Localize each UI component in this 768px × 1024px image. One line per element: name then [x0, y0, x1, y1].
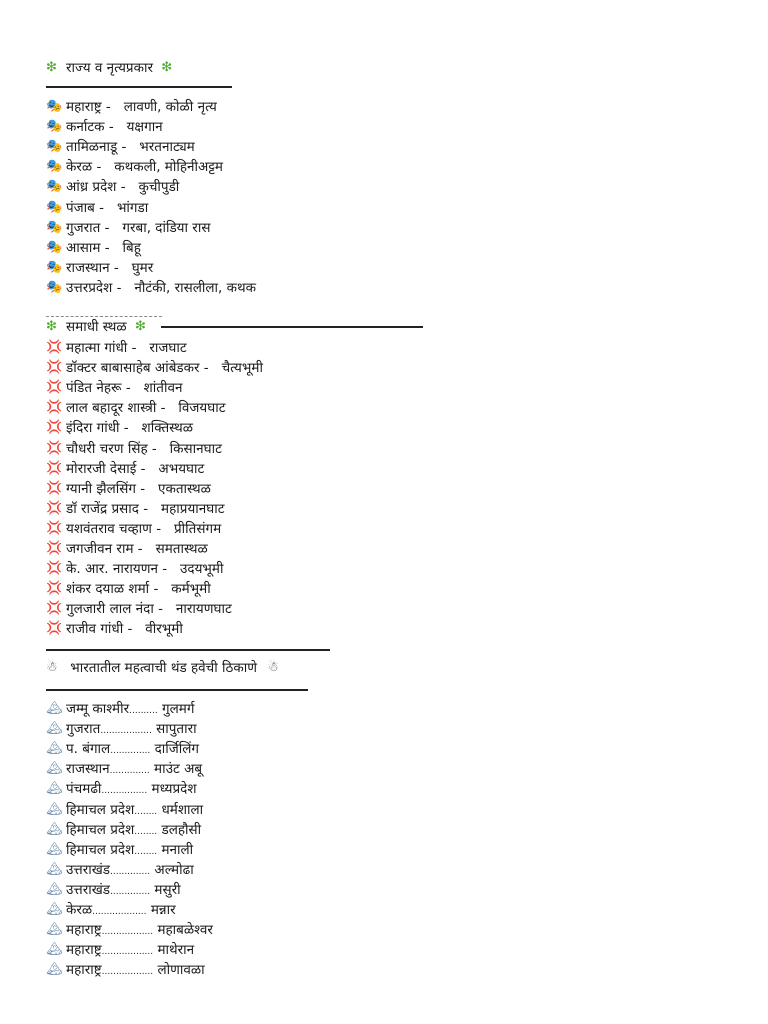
hill-station-item [46, 960, 205, 980]
separator: - [156, 400, 179, 417]
state-name: राजस्थान [66, 259, 110, 276]
hill-station-name: माथेरान [157, 942, 195, 959]
separator: - [112, 279, 135, 296]
dance-list-item [46, 117, 163, 137]
samadhi-list-item [46, 579, 211, 599]
samadhi-list-item [46, 338, 187, 358]
dance-list-item [46, 278, 256, 298]
hill-station-item [46, 800, 203, 820]
samadhi-place: विजयघाट [178, 400, 226, 417]
separator: - [199, 360, 222, 377]
anger-symbol-icon: 💢 [46, 581, 63, 597]
dot-leader: ........ [134, 846, 158, 857]
hill-station-item [46, 880, 181, 900]
snow-mountain-icon: 🏔 [46, 841, 63, 857]
dot-leader: .................. [101, 947, 154, 958]
snow-mountain-icon: 🏔 [46, 761, 63, 777]
dance-list-item [46, 218, 210, 238]
dot-leader: .......... [129, 706, 158, 716]
snow-mountain-icon: 🏔 [46, 861, 63, 877]
section2-title: समाधी स्थळ [66, 319, 127, 335]
state-name: महाराष्ट्र [66, 922, 102, 939]
leader-name: के. आर. नारायणन [66, 561, 158, 578]
samadhi-place: शक्तिस्थळ [141, 420, 194, 437]
samadhi-list-item [46, 378, 182, 398]
hill-station-item [46, 699, 194, 719]
dance-form: भांगडा [116, 199, 149, 216]
samadhi-place: राजघाट [149, 340, 187, 356]
anger-symbol-icon: 💢 [46, 561, 63, 577]
anger-symbol-icon: 💢 [46, 520, 63, 536]
leader-name: राजीव गांधी [66, 621, 124, 638]
hill-station-item [46, 820, 201, 840]
dot-leader: ................ [101, 786, 148, 797]
dance-form: गरबा, दांडिया रास [122, 219, 211, 236]
separator: - [119, 420, 142, 437]
separator: - [117, 139, 140, 156]
section2-rule [161, 326, 423, 328]
snowman-icon: ☃ [46, 660, 58, 675]
separator: - [94, 199, 117, 216]
leader-name: पंडित नेहरू [66, 380, 122, 397]
samadhi-list-item [46, 619, 183, 639]
state-name: गुजरात [66, 219, 101, 236]
section2-heading [46, 317, 423, 337]
hill-station-name: दार्जिलिंग [154, 741, 200, 758]
hill-station-name: सापुतारा [156, 721, 197, 738]
section1-title: राज्य व नृत्यप्रकार [66, 60, 153, 76]
dance-form: बिहू [122, 239, 141, 256]
dance-list-item [46, 258, 153, 278]
state-name: गुजरात [66, 721, 101, 738]
state-name: उत्तराखंड [66, 881, 111, 898]
samadhi-list-item [46, 418, 193, 438]
leader-name: यशवंतराव चव्हाण [66, 520, 152, 537]
samadhi-list-item [46, 519, 221, 539]
dot-leader: .................. [101, 927, 154, 938]
leader-name: शंकर दयाळ शर्मा [66, 581, 150, 598]
snow-mountain-icon: 🏔 [46, 781, 63, 797]
state-name: हिमाचल प्रदेश [66, 821, 135, 838]
dance-list-item [46, 97, 217, 117]
dance-form: कुचीपुडी [138, 179, 180, 196]
dance-list-item [46, 137, 195, 157]
anger-symbol-icon: 💢 [46, 500, 63, 516]
samadhi-list-item [46, 358, 263, 378]
hill-station-name: गुलमर्ग [162, 701, 195, 717]
samadhi-list-item [46, 439, 222, 459]
leader-name: डॉ राजेंद्र प्रसाद [66, 500, 139, 517]
anger-symbol-icon: 💢 [46, 340, 63, 355]
leader-name: ग्यानी झैलसिंग [66, 480, 136, 497]
hill-station-name: लोणावळा [157, 962, 205, 979]
snow-mountain-icon: 🏔 [46, 801, 63, 817]
dot-leader: ................... [92, 907, 147, 917]
leader-name: चौधरी चरण सिंह [66, 440, 148, 457]
hill-station-name: अल्मोढा [154, 861, 194, 878]
theater-masks-icon: 🎭 [46, 259, 63, 275]
samadhi-list-item [46, 398, 226, 418]
dot-leader: .............. [110, 866, 151, 877]
separator: - [153, 601, 176, 618]
dot-leader: ........ [134, 826, 158, 837]
separator: - [147, 440, 170, 457]
snow-mountain-icon: 🏔 [46, 741, 63, 757]
separator: - [123, 621, 146, 638]
leader-name: महात्मा गांधी [66, 340, 128, 356]
dot-leader: .............. [110, 886, 151, 897]
samadhi-list-item [46, 599, 232, 619]
separator: - [149, 581, 172, 598]
separator: - [138, 500, 162, 517]
anger-symbol-icon: 💢 [46, 380, 63, 396]
state-name: महाराष्ट्र [66, 962, 102, 979]
dance-list-item [46, 157, 223, 177]
hill-station-item [46, 860, 194, 880]
sparkle-icon: ❇ [161, 60, 173, 75]
hill-station-name: माउंट अबू [154, 761, 203, 778]
snow-mountain-icon: 🏔 [46, 902, 63, 917]
hill-station-item [46, 840, 193, 860]
samadhi-list-item [46, 559, 223, 579]
separator: - [136, 460, 159, 477]
hill-station-name: मन्नार [150, 902, 176, 918]
state-name: हिमाचल प्रदेश [66, 841, 135, 858]
state-name: प. बंगाल [66, 741, 111, 758]
leader-name: डॉक्टर बाबासाहेब आंबेडकर [66, 360, 200, 377]
samadhi-list-item [46, 479, 211, 499]
anger-symbol-icon: 💢 [46, 601, 63, 617]
samadhi-place: महाप्रयानघाट [161, 500, 225, 517]
anger-symbol-icon: 💢 [46, 541, 63, 556]
snow-mountain-icon: 🏔 [46, 721, 63, 737]
state-name: आंध्र प्रदेश [66, 179, 117, 196]
theater-masks-icon: 🎭 [46, 139, 63, 155]
sparkle-icon: ❇ [46, 319, 57, 334]
leader-name: इंदिरा गांधी [66, 420, 120, 437]
state-name: महाराष्ट्र [66, 99, 102, 115]
theater-masks-icon: 🎭 [46, 179, 63, 195]
state-name: पंचमढी [66, 781, 102, 798]
theater-masks-icon: 🎭 [46, 239, 63, 255]
dance-form: कथकली, मोहिनीअट्टम [114, 159, 224, 176]
theater-masks-icon: 🎭 [46, 159, 63, 175]
leader-name: जगजीवन राम [66, 541, 134, 557]
section3-title: भारतातील महत्वाची थंड हवेची ठिकाणे [70, 660, 257, 676]
snow-mountain-icon: 🏔 [46, 821, 63, 837]
theater-masks-icon: 🎭 [46, 119, 63, 135]
samadhi-place: प्रीतिसंगम [173, 520, 222, 537]
separator: - [92, 159, 115, 176]
dance-form: घुमर [131, 259, 154, 276]
section1-underline [46, 86, 232, 88]
state-name: केरळ [66, 902, 93, 918]
anger-symbol-icon: 💢 [46, 400, 63, 416]
separator: - [100, 239, 123, 256]
dance-form: यक्षगान [126, 119, 163, 136]
anger-symbol-icon: 💢 [46, 480, 63, 496]
anger-symbol-icon: 💢 [46, 621, 63, 637]
dance-list-item [46, 238, 141, 258]
snow-mountain-icon: 🏔 [46, 962, 63, 978]
samadhi-place: अभयघाट [158, 460, 205, 477]
hill-station-item [46, 920, 213, 940]
dot-leader: .............. [109, 766, 150, 777]
state-name: पंजाब [66, 199, 95, 216]
samadhi-place: वीरभूमी [145, 621, 183, 638]
state-name: कर्नाटक [66, 119, 105, 136]
state-name: महाराष्ट्र [66, 942, 102, 959]
sparkle-icon: ❇ [134, 319, 146, 334]
snow-mountain-icon: 🏔 [46, 942, 63, 958]
anger-symbol-icon: 💢 [46, 420, 63, 436]
separator: - [151, 520, 174, 537]
hill-station-name: महाबळेश्वर [157, 922, 213, 939]
dot-leader: ........ [134, 806, 158, 817]
separator: - [133, 541, 156, 557]
separator: - [100, 219, 123, 236]
theater-masks-icon: 🎭 [46, 219, 63, 235]
samadhi-place: शांतीवन [143, 380, 183, 397]
dance-list-item [46, 198, 148, 218]
separator: - [121, 380, 144, 397]
samadhi-list-item [46, 459, 204, 479]
anger-symbol-icon: 💢 [46, 360, 63, 376]
hill-station-name: धर्मशाला [161, 801, 204, 818]
separator: - [116, 179, 139, 196]
samadhi-place: किसानघाट [169, 440, 222, 457]
separator: - [127, 340, 150, 356]
hill-station-item [46, 779, 197, 799]
snowman-icon: ☃ [267, 660, 279, 675]
separator: - [109, 259, 132, 276]
state-name: उत्तराखंड [66, 861, 111, 878]
state-name: उत्तरप्रदेश [66, 279, 113, 296]
leader-name: मोरारजी देसाई [66, 460, 137, 477]
dance-form: नौटंकी, रासलीला, कथक [134, 279, 256, 296]
section1-heading [46, 58, 181, 78]
dot-leader: .................. [100, 726, 152, 737]
theater-masks-icon: 🎭 [46, 199, 63, 215]
hill-station-name: डलहौसी [161, 821, 202, 838]
theater-masks-icon: 🎭 [46, 99, 63, 114]
samadhi-place: समतास्थळ [155, 541, 208, 557]
section3-heading [46, 658, 287, 678]
samadhi-list-item [46, 539, 208, 559]
dot-leader: .................. [101, 967, 154, 978]
hill-station-item [46, 759, 202, 779]
separator: - [157, 561, 180, 578]
state-name: तामिळनाडू [66, 139, 118, 156]
leader-name: गुलजारी लाल नंदा [66, 601, 154, 618]
snow-mountain-icon: 🏔 [46, 701, 63, 716]
state-name: हिमाचल प्रदेश [66, 801, 135, 818]
samadhi-place: कर्मभूमी [171, 581, 211, 598]
section3-top-rule [46, 649, 330, 651]
hill-station-name: मनाली [161, 841, 194, 858]
dance-form: भरतनाट्यम [139, 139, 195, 156]
anger-symbol-icon: 💢 [46, 440, 63, 456]
state-name: राजस्थान [66, 761, 110, 778]
snow-mountain-icon: 🏔 [46, 881, 63, 897]
anger-symbol-icon: 💢 [46, 460, 63, 476]
hill-station-name: मध्यप्रदेश [151, 781, 197, 798]
state-name: केरळ [66, 159, 93, 176]
samadhi-place: उदयभूमी [180, 561, 224, 578]
samadhi-place: चैत्यभूमी [221, 360, 263, 377]
separator: - [135, 480, 159, 497]
state-name: आसाम [66, 239, 101, 256]
samadhi-place: नारायणघाट [175, 601, 232, 618]
dance-form: लावणी, कोळी नृत्य [123, 99, 217, 115]
hill-station-name: मसुरी [154, 881, 181, 898]
hill-station-item [46, 739, 199, 759]
hill-station-item [46, 719, 197, 739]
leader-name: लाल बहादूर शास्त्री [66, 400, 157, 417]
separator: - [104, 119, 127, 136]
dot-leader: .............. [110, 746, 151, 757]
hill-station-item [46, 900, 176, 920]
snow-mountain-icon: 🏔 [46, 922, 63, 938]
section3-bottom-rule [46, 689, 308, 691]
state-name: जम्मू काश्मीर [66, 701, 130, 717]
separator: - [101, 99, 124, 115]
sparkle-icon: ❇ [46, 60, 57, 75]
samadhi-list-item [46, 499, 225, 519]
theater-masks-icon: 🎭 [46, 279, 63, 295]
samadhi-place: एकतास्थळ [158, 480, 211, 497]
dance-list-item [46, 177, 179, 197]
hill-station-item [46, 940, 194, 960]
